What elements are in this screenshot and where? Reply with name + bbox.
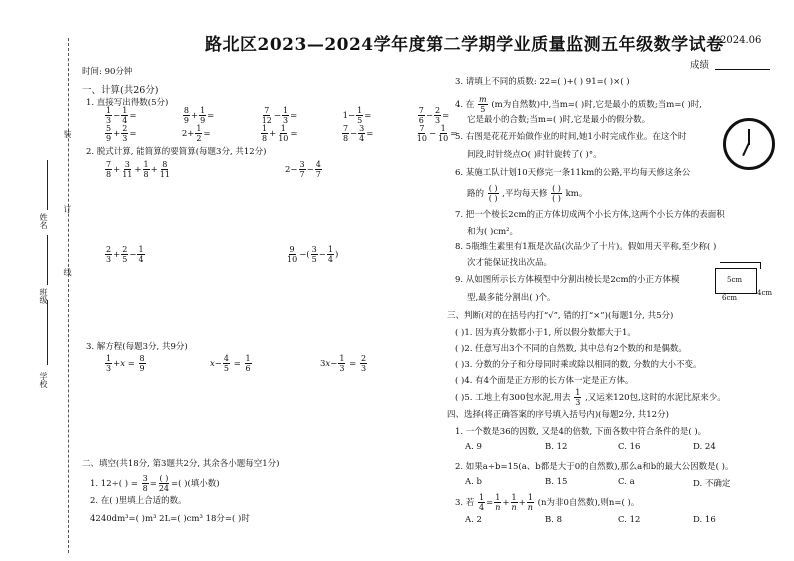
cuboid-length-label: 6cm	[722, 294, 738, 302]
choice-q1-option-b: B. 12	[545, 442, 568, 452]
judge-5: ( )5. 工地上有300包水泥,用去 $\frac{1}{3}$ ,又运来120包,这时的水泥比原来少。	[455, 388, 726, 407]
name-field[interactable]	[47, 160, 48, 210]
fill-q1: 1. 12÷( ) = $\frac{3}{8}$ = $\frac{( )}{24}$ =( )(填小数)	[90, 474, 220, 493]
fill-q5-line-1: 5. 右图是花花开始做作业的时间,她1小时完成作业。在这个时	[455, 132, 687, 142]
choice-q2-option-a: A. b	[465, 477, 482, 487]
name-label: 姓名	[39, 213, 48, 229]
choice-q2-option-b: B. 15	[545, 477, 568, 487]
school-label: 学校	[39, 372, 48, 388]
exam-date: 2024.06	[720, 35, 762, 46]
choice-q3-option-d: D. 16	[693, 515, 716, 525]
equation-1: $\frac{1}{3}$ +x = $\frac{8}{9}$	[106, 354, 145, 373]
fill-q4-line-1: 4. 在 $\frac{m}{5}$ (m为自然数)中,当m=( )时,它是最小的质数;当m=( )时,	[455, 95, 703, 114]
fill-q4-line-2: 它是最小的合数;当m=( )时,它是最小的假分数。	[467, 115, 651, 125]
section-3-heading: 三、判断(对的在括号内打“√”, 错的打“×”)(每题1分, 共5分)	[447, 311, 674, 321]
cuboid-height-label: 5cm	[727, 276, 743, 284]
choice-q3: 3. 若 $\frac{1}{4}$ = $\frac{1}{n}$ + $\frac{1}{n}$ + $\frac{1}{n}$ (n为非0自然数),则n=( )。	[455, 493, 640, 512]
equation-2: x− $\frac{4}{5}$ = $\frac{1}{6}$	[210, 354, 251, 373]
fill-q2-units: 4240dm³=( )m³ 2L=( )cm³ 18分=( )时	[90, 514, 250, 524]
simplify-expr-1: $\frac{7}{8}$ + $\frac{3}{11}$ + $\frac{1}{8}$ + $\frac{8}{11}$	[106, 160, 170, 179]
simplify-expr-3: $\frac{2}{3}$ + $\frac{2}{5}$ − $\frac{1}{4}$	[106, 245, 144, 264]
fill-q5-line-2: 间段,时针绕点O( )时针旋转了( )°。	[467, 150, 602, 160]
choice-q2: 2. 如果a÷b=15(a、b都是大于0的自然数),那么a和b的最大公因数是( )。	[455, 462, 734, 472]
fill-q6-line-2: 路的 $\frac{( )}{( )}$ ,平均每天修 $\frac{( )}{( )}$ km。	[467, 184, 588, 203]
class-label: 班级	[39, 288, 48, 304]
calc-row-1: $\frac{1}{3}$ − $\frac{1}{4}$ = $\frac{8}{9}$ + $\frac{1}{9}$ = $\frac{7}{12}$ − $\frac{1}{3}$ = 1− $\frac{1}{5}$ = $\frac{7}{6}$ − $\frac{2}{3}$ =	[106, 106, 450, 125]
fill-q9-line-2: 型,最多能分割出( )个。	[467, 293, 556, 303]
choice-q3-option-b: B. 8	[545, 515, 563, 525]
section-2-heading: 二、填空(共18分, 第3题共2分, 其余各小题每空1分)	[82, 459, 280, 469]
fill-q7-line-2: 和为( )cm²。	[467, 227, 519, 237]
binding-mark-3: 线	[63, 268, 72, 276]
choice-q3-option-a: A. 2	[465, 515, 482, 525]
fill-q8-line-1: 8. 5瓶维生素里有1瓶是次品(次品少了十片)。假如用天平称,至少称( )	[455, 242, 717, 252]
choice-q1-option-a: A. 9	[465, 442, 482, 452]
q3-heading: 3. 解方程(每题3分, 共9分)	[86, 342, 188, 352]
choice-q2-option-d: D. 不确定	[693, 479, 731, 489]
choice-q1-option-d: D. 24	[693, 442, 716, 452]
fill-q6-line-1: 6. 某施工队计划10天修完一条11km的公路,平均每天修这条公	[455, 168, 691, 178]
simplify-expr-4: $\frac{9}{10}$ −( $\frac{3}{5}$ − $\frac{1}{4}$ )	[287, 245, 339, 264]
fill-q7-line-1: 7. 把一个棱长2cm的正方体切成两个小长方体,这两个小长方体的表面积	[455, 210, 725, 220]
class-field[interactable]	[47, 235, 48, 285]
school-field[interactable]	[47, 300, 48, 365]
q2-heading: 2. 脱式计算, 能简算的要简算(每题3分, 共12分)	[86, 147, 267, 157]
calc-row-2: $\frac{5}{9}$ + $\frac{2}{3}$ = 2+ $\frac{1}{2}$ = $\frac{1}{8}$ + $\frac{1}{10}$ = $\frac{7}{8}$ − $\frac{3}{4}$ = $\frac{7}{10}$ − $\frac{1}{10}$ =	[106, 124, 458, 143]
fill-q8-line-2: 次才能保证找出次品。	[467, 258, 553, 268]
choice-q3-option-c: C. 12	[618, 515, 641, 525]
time-limit: 时间: 90分钟	[82, 67, 133, 77]
choice-q1-option-c: C. 16	[618, 442, 641, 452]
fill-q3: 3. 请填上不同的质数: 22=( )+( ) 91=( )×( )	[455, 77, 630, 87]
simplify-expr-2: 2− $\frac{3}{7}$ − $\frac{4}{7}$	[285, 160, 321, 179]
score-label: 成绩	[690, 60, 710, 71]
section-4-heading: 四、选择(将正确答案的序号填入括号内)(每题2分, 共12分)	[447, 410, 669, 420]
choice-q1: 1. 一个数是36的因数, 又是4的倍数, 下面各数中符合条件的是( )。	[455, 427, 707, 437]
judge-1: ( )1. 因为真分数都小于1, 所以假分数都大于1。	[455, 328, 636, 338]
judge-4: ( )4. 有4个面是正方形的长方体一定是正方体。	[455, 376, 634, 386]
exam-title: 路北区2023—2024学年度第二学期学业质量监测五年级数学试卷	[205, 35, 724, 55]
binding-line	[68, 38, 69, 553]
choice-q2-option-c: C. a	[618, 477, 635, 487]
q1-heading: 1. 直接写出得数(5分)	[86, 98, 169, 108]
fill-q2: 2. 在( )里填上合适的数。	[90, 496, 187, 506]
judge-3: ( )3. 分数的分子和分母同时乘或除以相同的数, 分数的大小不变。	[455, 360, 702, 370]
binding-mark-2: 订	[63, 205, 72, 213]
cuboid-depth-label: 4cm	[757, 289, 773, 297]
fill-q9-line-1: 9. 从如图所示长方体模型中分割出棱长是2cm的小正方体模	[455, 275, 680, 285]
section-1-heading: 一、计算(共26分)	[82, 85, 159, 96]
score-field[interactable]	[715, 69, 770, 70]
clock-image	[723, 118, 775, 170]
judge-2: ( )2. 任意写出3个不同的自然数, 其中总有2个数的和是偶数。	[455, 344, 687, 354]
binding-mark-1: 装	[63, 130, 72, 138]
equation-3: 3x− $\frac{1}{3}$ = $\frac{2}{3}$	[320, 354, 367, 373]
